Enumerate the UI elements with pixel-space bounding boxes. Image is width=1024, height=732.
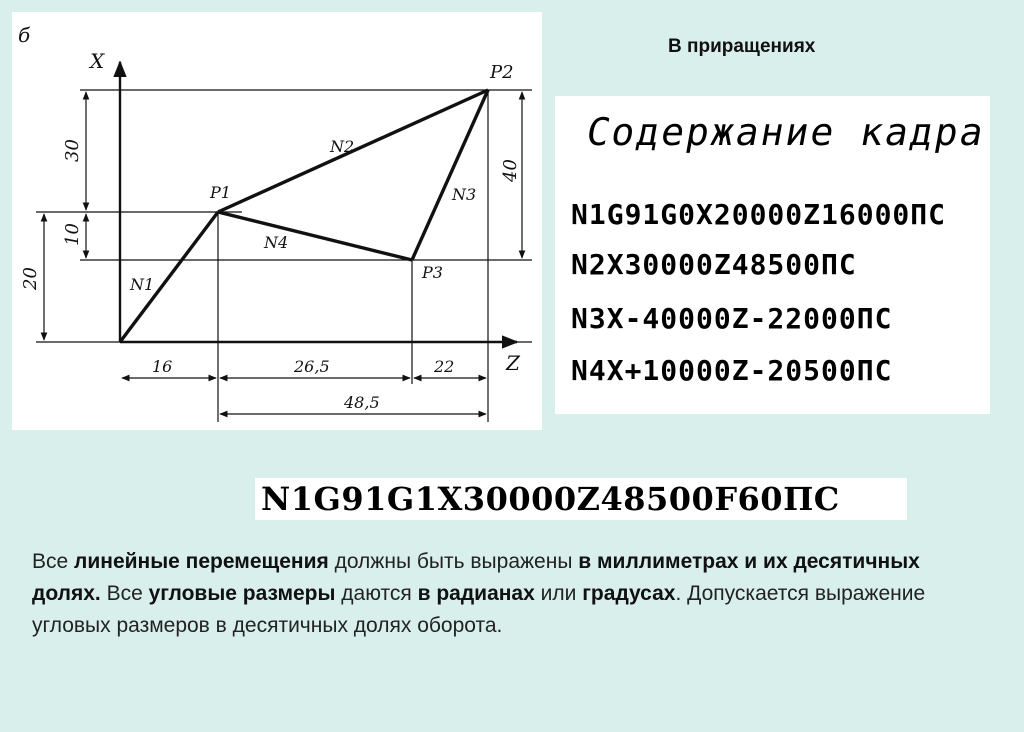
para-bold-angular-sizes: угловые размеры: [148, 582, 336, 605]
frame-line-n2: N2X30000Z48500ПС: [571, 248, 857, 281]
para-text-5: или: [534, 582, 583, 605]
dim-30: 30: [62, 139, 83, 162]
tool-path: [120, 90, 488, 342]
reference-lines: [36, 90, 532, 422]
para-text-6: . Допускается выражение угловых размеров в десятичных долях оборота.: [32, 582, 926, 637]
dim-16: 16: [152, 357, 173, 376]
segment-n3: [412, 90, 488, 260]
dim-40: 40: [500, 159, 521, 182]
point-p1-label: P1: [210, 183, 231, 202]
para-text-3: Все: [100, 582, 149, 605]
program-line-strip: [255, 478, 907, 520]
para-bold-millimeters: в миллиметрах и их десятичных долях.: [32, 550, 920, 605]
axis-x-label: X: [90, 49, 105, 73]
para-bold-degrees: градусах: [582, 582, 676, 605]
dim-10: 10: [62, 223, 83, 246]
frame-content-panel: [555, 96, 990, 414]
frame-line-n3: N3X-40000Z-22000ПС: [571, 302, 893, 335]
para-bold-radians: в радианах: [417, 582, 535, 605]
section-heading: В приращениях: [668, 36, 816, 57]
para-text-2: должны быть выражены: [328, 550, 579, 573]
units-paragraph: [32, 546, 992, 642]
para-text-4: даются: [335, 582, 418, 605]
point-p3-label: P3: [422, 263, 443, 282]
segment-n4: [218, 212, 412, 260]
axis-z-label: Z: [506, 351, 520, 375]
dim-26-5: 26,5: [294, 357, 330, 376]
segment-n1-label: N1: [130, 275, 155, 294]
frame-line-n4: N4X+10000Z-20500ПС: [571, 354, 893, 387]
program-line: N1G91G1X30000Z48500F60ПС: [261, 480, 840, 518]
frame-content-title: Содержание кадра: [583, 110, 989, 154]
frame-line-n1: N1G91G0X20000Z16000ПС: [571, 198, 947, 231]
point-p2-label: P2: [490, 62, 514, 83]
para-text-1: Все: [32, 550, 75, 573]
dim-20: 20: [20, 267, 41, 290]
figure-label: б: [18, 23, 31, 47]
segment-n3-label: N3: [452, 185, 477, 204]
dim-48-5: 48,5: [344, 393, 380, 412]
segment-n2-label: N2: [330, 137, 355, 156]
dim-22: 22: [434, 357, 455, 376]
segment-n4-label: N4: [264, 233, 289, 252]
toolpath-svg: [12, 12, 542, 430]
toolpath-diagram: [12, 12, 542, 430]
para-bold-linear-moves: линейные перемещения: [74, 550, 329, 573]
